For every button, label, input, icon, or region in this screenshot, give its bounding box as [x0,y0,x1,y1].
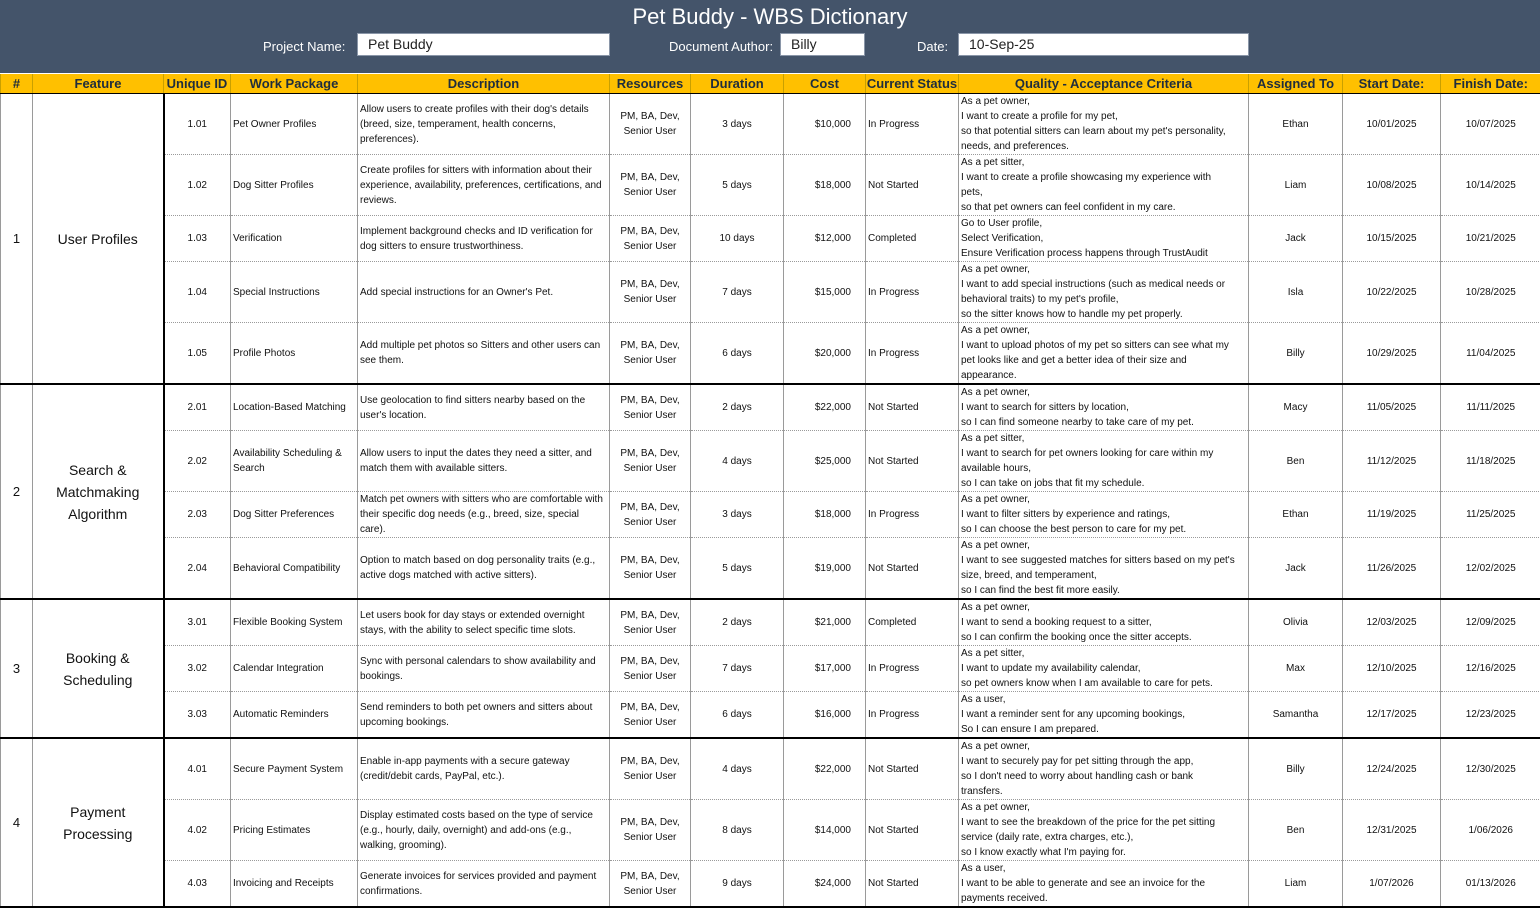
feature-name[interactable]: Search & Matchmaking Algorithm [33,384,164,599]
resources[interactable]: PM, BA, Dev, Senior User [610,738,691,800]
assigned-to[interactable]: Ethan [1249,94,1343,155]
start-date[interactable]: 10/22/2025 [1343,262,1441,323]
acceptance-line: so I can find the best fit more easily. [961,583,1246,598]
resources[interactable]: PM, BA, Dev, Senior User [610,155,691,216]
col-acceptance-criteria: Quality - Acceptance Criteria [959,74,1249,94]
assigned-to[interactable]: Billy [1249,323,1343,385]
acceptance-line: I want to filter sitters by experience and ratings, [961,507,1246,522]
cost[interactable]: $10,000 [784,94,866,155]
duration[interactable]: 2 days [691,599,784,646]
document-author-label: Document Author: [669,39,773,54]
description[interactable]: Display estimated costs based on the type of service (e.g., hourly, daily, overnight) and add-ons (e.g., walking, grooming). [358,800,610,861]
unique-id[interactable]: 1.05 [164,323,231,385]
duration[interactable]: 4 days [691,738,784,800]
description[interactable]: Implement background checks and ID verification for dog sitters to ensure trustworthiness. [358,216,610,262]
unique-id[interactable]: 4.01 [164,738,231,800]
start-date[interactable]: 10/15/2025 [1343,216,1441,262]
cost[interactable]: $18,000 [784,155,866,216]
feature-name[interactable]: Payment Processing [33,738,164,907]
cost[interactable]: $18,000 [784,492,866,538]
cost[interactable]: $24,000 [784,861,866,908]
assigned-to[interactable]: Samantha [1249,692,1343,739]
page-title: Pet Buddy - WBS Dictionary [0,4,1540,30]
current-status[interactable]: In Progress [866,646,959,692]
cost[interactable]: $17,000 [784,646,866,692]
unique-id[interactable]: 3.03 [164,692,231,739]
duration[interactable]: 4 days [691,431,784,492]
acceptance-criteria[interactable] [959,738,1249,800]
table-row [1,94,1540,155]
current-status[interactable]: Not Started [866,538,959,600]
work-package[interactable]: Special Instructions [231,262,358,323]
start-date[interactable]: 11/05/2025 [1343,384,1441,431]
assigned-to[interactable]: Billy [1249,738,1343,800]
finish-date[interactable]: 11/25/2025 [1441,492,1540,538]
resources[interactable]: PM, BA, Dev, Senior User [610,492,691,538]
assigned-to[interactable]: Olivia [1249,599,1343,646]
resources[interactable]: PM, BA, Dev, Senior User [610,94,691,155]
unique-id[interactable]: 1.03 [164,216,231,262]
assigned-to[interactable]: Macy [1249,384,1343,431]
duration[interactable]: 3 days [691,492,784,538]
acceptance-line: so that pet owners can feel confident in my care. [961,200,1246,215]
table-row [1,492,1540,538]
table-row [1,538,1540,600]
current-status[interactable]: In Progress [866,262,959,323]
col-current-status: Current Status [866,74,959,94]
resources[interactable]: PM, BA, Dev, Senior User [610,646,691,692]
col-assigned-to: Assigned To [1249,74,1343,94]
acceptance-line: I want to be able to generate and see an invoice for the [961,876,1246,891]
start-date[interactable]: 11/26/2025 [1343,538,1441,600]
description[interactable]: Create profiles for sitters with information about their experience, availability, preferences, certifications, and reviews. [358,155,610,216]
table-row [1,646,1540,692]
acceptance-line: As a pet owner, [961,739,1246,754]
assigned-to[interactable]: Ben [1249,800,1343,861]
acceptance-line: I want to create a profile showcasing my experience with [961,170,1246,185]
cost[interactable]: $21,000 [784,599,866,646]
unique-id[interactable]: 1.04 [164,262,231,323]
duration[interactable]: 3 days [691,94,784,155]
acceptance-criteria[interactable] [959,216,1249,262]
duration[interactable]: 7 days [691,646,784,692]
work-package[interactable]: Automatic Reminders [231,692,358,739]
description[interactable]: Option to match based on dog personality traits (e.g., active dogs matched with active sitters). [358,538,610,600]
acceptance-line: I want to search for sitters by location, [961,400,1246,415]
acceptance-line: As a user, [961,861,1246,876]
table-row [1,599,1540,646]
table-row [1,262,1540,323]
acceptance-line: As a pet sitter, [961,646,1246,661]
acceptance-criteria[interactable] [959,384,1249,431]
col-feature: Feature [33,74,164,94]
unique-id[interactable]: 2.04 [164,538,231,600]
description[interactable]: Add multiple pet photos so Sitters and other users can see them. [358,323,610,385]
acceptance-line: pets, [961,185,1246,200]
acceptance-line: so I can confirm the booking once the sitter accepts. [961,630,1246,645]
acceptance-line: so I can choose the best person to care for my pet. [961,522,1246,537]
acceptance-line: so I don't need to worry about handling cash or bank [961,769,1246,784]
acceptance-line: so I know exactly what I'm paying for. [961,845,1246,860]
acceptance-criteria[interactable] [959,155,1249,216]
feature-name[interactable]: Booking & Scheduling [33,599,164,738]
date-field[interactable]: 10-Sep-25 [958,33,1249,56]
table-row [1,216,1540,262]
acceptance-criteria[interactable] [959,599,1249,646]
cost[interactable]: $22,000 [784,738,866,800]
finish-date[interactable]: 10/28/2025 [1441,262,1540,323]
resources[interactable]: PM, BA, Dev, Senior User [610,216,691,262]
group-number[interactable]: 1 [1,94,33,385]
wbs-body [1,94,1540,908]
work-package[interactable]: Pet Owner Profiles [231,94,358,155]
assigned-to[interactable]: Jack [1249,538,1343,600]
acceptance-criteria[interactable] [959,692,1249,739]
acceptance-line: so pet owners know when I am available to care for pets. [961,676,1246,691]
work-package[interactable]: Secure Payment System [231,738,358,800]
col-duration: Duration [691,74,784,94]
col-start-date: Start Date: [1343,74,1441,94]
unique-id[interactable]: 1.02 [164,155,231,216]
cost[interactable]: $12,000 [784,216,866,262]
acceptance-line: appearance. [961,368,1246,383]
assigned-to[interactable]: Liam [1249,155,1343,216]
acceptance-line: I want to upload photos of my pet so sitters can see what my [961,338,1246,353]
cost[interactable]: $20,000 [784,323,866,385]
cost[interactable]: $25,000 [784,431,866,492]
project-name-label: Project Name: [263,39,345,54]
acceptance-criteria[interactable] [959,646,1249,692]
finish-date[interactable]: 01/13/2026 [1441,861,1540,908]
acceptance-criteria[interactable] [959,538,1249,600]
unique-id[interactable]: 3.01 [164,599,231,646]
table-row [1,155,1540,216]
start-date[interactable]: 12/31/2025 [1343,800,1441,861]
acceptance-line: so I can take on jobs that fit my schedule. [961,476,1246,491]
current-status[interactable]: Not Started [866,431,959,492]
acceptance-line: As a pet sitter, [961,155,1246,170]
acceptance-line: Ensure Verification process happens through TrustAudit [961,246,1246,261]
finish-date[interactable]: 12/30/2025 [1441,738,1540,800]
work-package[interactable]: Calendar Integration [231,646,358,692]
current-status[interactable]: Not Started [866,861,959,908]
acceptance-line: so the sitter knows how to handle my pet properly. [961,307,1246,322]
description[interactable]: Sync with personal calendars to show availability and bookings. [358,646,610,692]
acceptance-line: I want to securely pay for pet sitting through the app, [961,754,1246,769]
wbs-table [0,74,1540,908]
acceptance-criteria[interactable] [959,323,1249,385]
work-package[interactable]: Invoicing and Receipts [231,861,358,908]
unique-id[interactable]: 1.01 [164,94,231,155]
start-date[interactable]: 10/29/2025 [1343,323,1441,385]
acceptance-line: I want to send a booking request to a sitter, [961,615,1246,630]
group-number[interactable]: 3 [1,599,33,738]
description[interactable]: Match pet owners with sitters who are comfortable with their specific dog needs (e.g., breed, size, special care). [358,492,610,538]
description[interactable]: Let users book for day stays or extended overnight stays, with the ability to select specific time slots. [358,599,610,646]
resources[interactable]: PM, BA, Dev, Senior User [610,599,691,646]
cost[interactable]: $15,000 [784,262,866,323]
acceptance-line: As a pet owner, [961,262,1246,277]
duration[interactable]: 5 days [691,538,784,600]
acceptance-criteria[interactable] [959,94,1249,155]
cost[interactable]: $19,000 [784,538,866,600]
duration[interactable]: 7 days [691,262,784,323]
group-number[interactable]: 2 [1,384,33,599]
resources[interactable]: PM, BA, Dev, Senior User [610,323,691,385]
start-date[interactable]: 1/07/2026 [1343,861,1441,908]
description[interactable]: Add special instructions for an Owner's Pet. [358,262,610,323]
acceptance-criteria[interactable] [959,492,1249,538]
acceptance-line: so that potential sitters can learn about my pet's personality, [961,124,1246,139]
acceptance-criteria[interactable] [959,262,1249,323]
current-status[interactable]: In Progress [866,692,959,739]
finish-date[interactable]: 12/23/2025 [1441,692,1540,739]
description[interactable]: Allow users to create profiles with their dog's details (breed, size, temperament, health concerns, preferences). [358,94,610,155]
acceptance-line: As a pet owner, [961,323,1246,338]
duration[interactable]: 9 days [691,861,784,908]
date-label: Date: [917,39,948,54]
work-package[interactable]: Dog Sitter Profiles [231,155,358,216]
work-package[interactable]: Behavioral Compatibility [231,538,358,600]
work-package[interactable]: Location-Based Matching [231,384,358,431]
cost[interactable]: $16,000 [784,692,866,739]
table-row [1,384,1540,431]
description[interactable]: Enable in-app payments with a secure gateway (credit/debit cards, PayPal, etc.). [358,738,610,800]
start-date[interactable]: 12/10/2025 [1343,646,1441,692]
duration[interactable]: 6 days [691,692,784,739]
work-package[interactable]: Dog Sitter Preferences [231,492,358,538]
duration[interactable]: 10 days [691,216,784,262]
col-resources: Resources [610,74,691,94]
assigned-to[interactable]: Liam [1249,861,1343,908]
duration[interactable]: 5 days [691,155,784,216]
current-status[interactable]: In Progress [866,94,959,155]
acceptance-line: I want to see the breakdown of the price for the pet sitting [961,815,1246,830]
duration[interactable]: 6 days [691,323,784,385]
acceptance-line: As a user, [961,692,1246,707]
unique-id[interactable]: 4.02 [164,800,231,861]
project-name-field[interactable]: Pet Buddy [357,33,610,56]
current-status[interactable]: In Progress [866,492,959,538]
col-cost: Cost [784,74,866,94]
assigned-to[interactable]: Ethan [1249,492,1343,538]
finish-date[interactable]: 11/04/2025 [1441,323,1540,385]
resources[interactable]: PM, BA, Dev, Senior User [610,692,691,739]
cost[interactable]: $22,000 [784,384,866,431]
finish-date[interactable]: 1/06/2026 [1441,800,1540,861]
feature-name[interactable]: User Profiles [33,94,164,385]
acceptance-line: I want to create a profile for my pet, [961,109,1246,124]
acceptance-line: behavioral traits) to my pet's profile, [961,292,1246,307]
acceptance-line: So I can ensure I am prepared. [961,722,1246,737]
resources[interactable]: PM, BA, Dev, Senior User [610,262,691,323]
acceptance-criteria[interactable] [959,800,1249,861]
cost[interactable]: $14,000 [784,800,866,861]
acceptance-line: needs, and preferences. [961,139,1246,154]
start-date[interactable]: 12/03/2025 [1343,599,1441,646]
duration[interactable]: 8 days [691,800,784,861]
finish-date[interactable]: 10/21/2025 [1441,216,1540,262]
acceptance-line: I want to search for pet owners looking for care within my [961,446,1246,461]
finish-date[interactable]: 10/07/2025 [1441,94,1540,155]
duration[interactable]: 2 days [691,384,784,431]
acceptance-line: service (daily rate, extra charges, etc.), [961,830,1246,845]
start-date[interactable]: 10/08/2025 [1343,155,1441,216]
resources[interactable]: PM, BA, Dev, Senior User [610,538,691,600]
start-date[interactable]: 11/12/2025 [1343,431,1441,492]
current-status[interactable]: Not Started [866,800,959,861]
current-status[interactable]: Completed [866,599,959,646]
acceptance-line: Select Verification, [961,231,1246,246]
acceptance-line: I want to update my availability calendar, [961,661,1246,676]
acceptance-line: I want a reminder sent for any upcoming bookings, [961,707,1246,722]
unique-id[interactable]: 2.03 [164,492,231,538]
resources[interactable]: PM, BA, Dev, Senior User [610,861,691,908]
col-unique-id: Unique ID [164,74,231,94]
column-header-row [1,74,1540,94]
acceptance-line: As a pet owner, [961,538,1246,553]
col-number: # [1,74,33,94]
col-work-package: Work Package [231,74,358,94]
acceptance-line: Go to User profile, [961,216,1246,231]
current-status[interactable]: Not Started [866,384,959,431]
group-number[interactable]: 4 [1,738,33,907]
assigned-to[interactable]: Ben [1249,431,1343,492]
acceptance-line: I want to add special instructions (such as medical needs or [961,277,1246,292]
unique-id[interactable]: 2.02 [164,431,231,492]
acceptance-line: so I can find someone nearby to take care of my pet. [961,415,1246,430]
description[interactable]: Generate invoices for services provided and payment confirmations. [358,861,610,908]
current-status[interactable]: Completed [866,216,959,262]
start-date[interactable]: 10/01/2025 [1343,94,1441,155]
assigned-to[interactable]: Max [1249,646,1343,692]
assigned-to[interactable]: Isla [1249,262,1343,323]
table-row [1,738,1540,800]
acceptance-line: size, breed, and temperament, [961,568,1246,583]
acceptance-line: I want to see suggested matches for sitters based on my pet's [961,553,1246,568]
current-status[interactable]: Not Started [866,155,959,216]
resources[interactable]: PM, BA, Dev, Senior User [610,384,691,431]
acceptance-line: pet looks like and get a better idea of their size and [961,353,1246,368]
acceptance-line: As a pet owner, [961,600,1246,615]
table-row [1,692,1540,739]
current-status[interactable]: In Progress [866,323,959,385]
header-banner [0,0,1540,73]
finish-date[interactable]: 12/09/2025 [1441,599,1540,646]
table-row [1,861,1540,908]
acceptance-line: As a pet owner, [961,800,1246,815]
col-finish-date: Finish Date: [1441,74,1540,94]
finish-date[interactable]: 12/16/2025 [1441,646,1540,692]
table-row [1,800,1540,861]
finish-date[interactable]: 11/18/2025 [1441,431,1540,492]
work-package[interactable]: Pricing Estimates [231,800,358,861]
table-row [1,323,1540,385]
unique-id[interactable]: 4.03 [164,861,231,908]
work-package[interactable]: Availability Scheduling & Search [231,431,358,492]
acceptance-criteria[interactable] [959,861,1249,908]
resources[interactable]: PM, BA, Dev, Senior User [610,431,691,492]
table-row [1,431,1540,492]
work-package[interactable]: Flexible Booking System [231,599,358,646]
acceptance-line: As a pet owner, [961,385,1246,400]
start-date[interactable]: 12/24/2025 [1343,738,1441,800]
acceptance-line: payments received. [961,891,1246,906]
finish-date[interactable]: 12/02/2025 [1441,538,1540,600]
document-author-field[interactable]: Billy [780,33,865,56]
description[interactable]: Allow users to input the dates they need a sitter, and match them with available sitters. [358,431,610,492]
description[interactable]: Send reminders to both pet owners and sitters about upcoming bookings. [358,692,610,739]
resources[interactable]: PM, BA, Dev, Senior User [610,800,691,861]
work-package[interactable]: Profile Photos [231,323,358,385]
assigned-to[interactable]: Jack [1249,216,1343,262]
col-description: Description [358,74,610,94]
start-date[interactable]: 12/17/2025 [1343,692,1441,739]
description[interactable]: Use geolocation to find sitters nearby based on the user's location. [358,384,610,431]
unique-id[interactable]: 2.01 [164,384,231,431]
finish-date[interactable]: 11/11/2025 [1441,384,1540,431]
acceptance-line: As a pet sitter, [961,431,1246,446]
current-status[interactable]: Not Started [866,738,959,800]
start-date[interactable]: 11/19/2025 [1343,492,1441,538]
acceptance-line: As a pet owner, [961,94,1246,109]
acceptance-line: As a pet owner, [961,492,1246,507]
acceptance-line: transfers. [961,784,1246,799]
acceptance-criteria[interactable] [959,431,1249,492]
unique-id[interactable]: 3.02 [164,646,231,692]
acceptance-line: available hours, [961,461,1246,476]
finish-date[interactable]: 10/14/2025 [1441,155,1540,216]
work-package[interactable]: Verification [231,216,358,262]
